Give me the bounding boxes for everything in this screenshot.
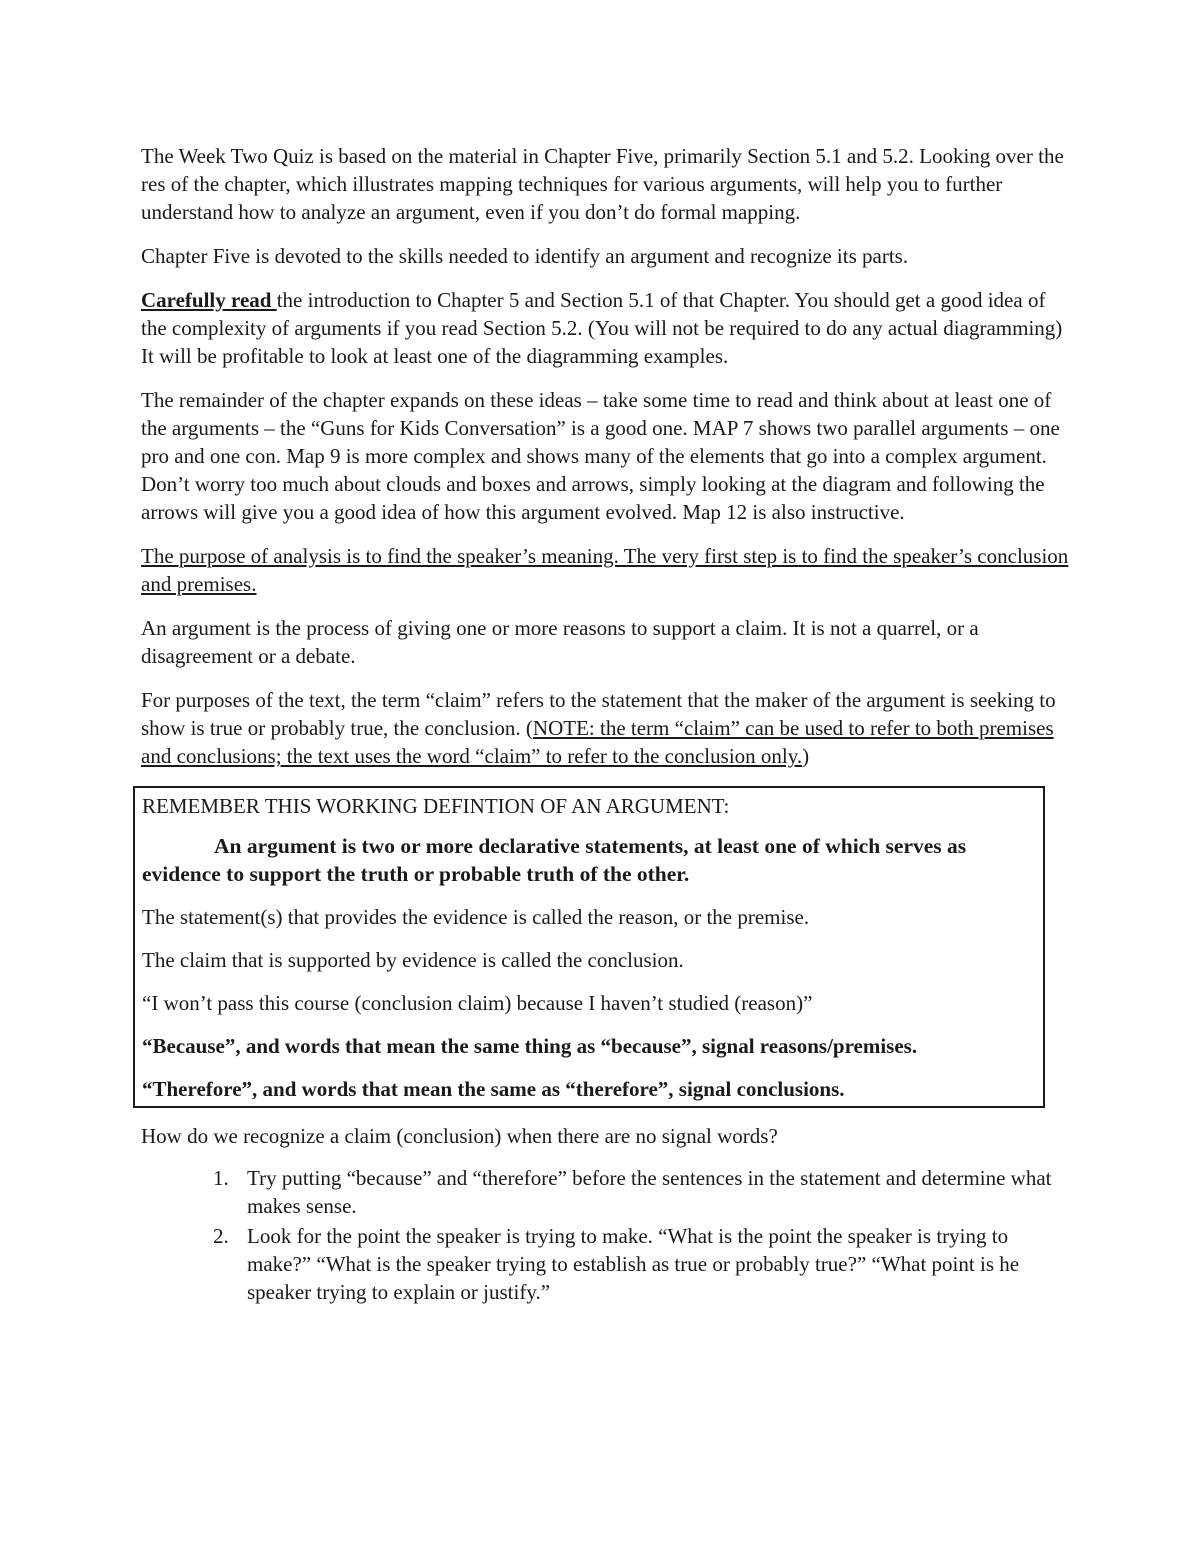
reading-instructions-paragraph [141, 286, 1070, 370]
recognition-steps-list [141, 1164, 1070, 1306]
intro-paragraph: The Week Two Quiz is based on the material in Chapter Five, primarily Section 5.1 and 5.2. Looking over the res of the chapter, which illustrates mapping techniques for various arguments, will help you to further understand how to analyze an argument, even if you don’t do formal mapping. [141, 144, 1064, 224]
claim-paragraph [141, 686, 1070, 770]
list-item-text: Look for the point the speaker is trying to make. “What is the point the speaker is trying to make?” “What is the speaker trying to establish as true or probably true?” “What point is he speaker trying to explain or justify.” [247, 1224, 1020, 1304]
remainder-paragraph: The remainder of the chapter expands on these ideas – take some time to read and think about at least one of the arguments – the “Guns for Kids Conversation” is a good one. MAP 7 shows two parallel arguments – one pro and one con. Map 9 is more complex and shows many of the elements that go into a complex argument. Don’t worry too much about clouds and boxes and arrows, simply looking at the diagram and following the arrows will give you a good idea of how this argument evolved. Map 12 is also instructive. [141, 388, 1060, 524]
definition-example: “I won’t pass this course (conclusion claim) because I haven’t studied (reason)” [142, 991, 813, 1015]
list-item-text: Try putting “because” and “therefore” before the sentences in the statement and determine what makes sense. [247, 1166, 1052, 1218]
therefore-rule: “Therefore”, and words that mean the same as “therefore”, signal conclusions. [142, 1077, 845, 1101]
purpose-paragraph: The purpose of analysis is to find the speaker’s meaning. The very first step is to find the speaker’s conclusion and premises. [141, 544, 1069, 596]
list-item-number: 1. [213, 1166, 229, 1190]
carefully-read-emphasis: Carefully read [141, 288, 277, 312]
chapter-five-paragraph: Chapter Five is devoted to the skills needed to identify an argument and recognize its parts. [141, 244, 909, 268]
reading-instructions-text: the introduction to Chapter 5 and Section 5.1 of that Chapter. You should get a good idea of the complexity of arguments if you read Section 5.2. (You will not be required to do any actual diagramming) It will be profitable to look at least one of the diagramming examples. [141, 288, 1063, 368]
list-item-number: 2. [213, 1224, 229, 1248]
definition-conclusion-line: The claim that is supported by evidence is called the conclusion. [142, 948, 684, 972]
definition-premise-line: The statement(s) that provides the evidence is called the reason, or the premise. [142, 905, 810, 929]
claim-note: NOTE: the term “claim” can be used to refer to both premises and conclusions; the text uses the word “claim” to refer to the conclusion only. [141, 716, 1054, 768]
definition-core: An argument is two or more declarative statements, at least one of which serves as evidence to support the truth or probable truth of the other. [142, 834, 967, 886]
definition-box [133, 786, 1045, 1108]
list-item [141, 1164, 1070, 1220]
argument-definition-paragraph: An argument is the process of giving one or more reasons to support a claim. It is not a quarrel, or a disagreement or a debate. [141, 616, 979, 668]
definition-heading: REMEMBER THIS WORKING DEFINTION OF AN ARGUMENT: [142, 794, 730, 818]
claim-note-close: ) [802, 744, 810, 768]
claim-text: For purposes of the text, the term “claim” refers to the statement that the maker of the argument is seeking to show is true or probably true, the conclusion. ( [141, 688, 1056, 740]
signal-words-question: How do we recognize a claim (conclusion) when there are no signal words? [141, 1124, 778, 1148]
list-item [141, 1222, 1070, 1306]
because-rule: “Because”, and words that mean the same thing as “because”, signal reasons/premises. [142, 1034, 918, 1058]
